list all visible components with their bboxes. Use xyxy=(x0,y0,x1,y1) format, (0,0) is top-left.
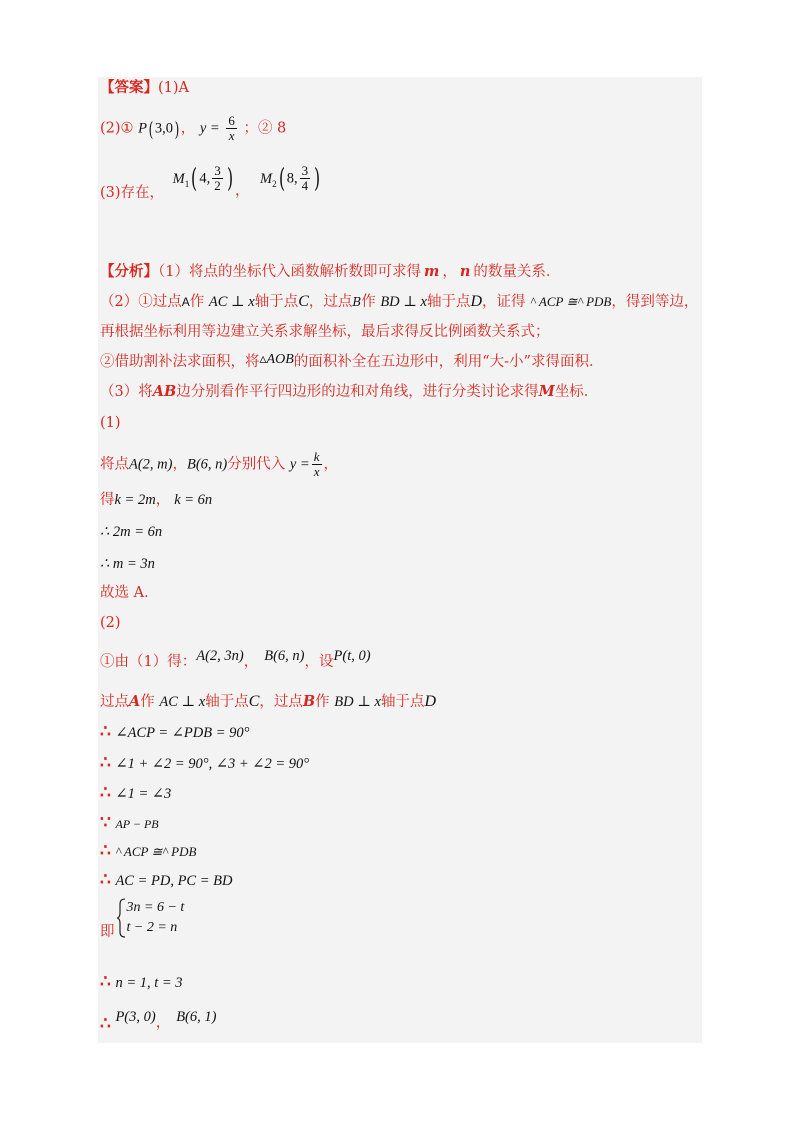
m2-label: $M_2$ xyxy=(260,170,277,189)
right-paren: ) xyxy=(226,163,233,194)
m1-den: 2 xyxy=(214,178,221,193)
solution-line-from-1 xyxy=(100,646,371,670)
solution-line-system xyxy=(100,898,184,938)
text: ，过点 xyxy=(308,294,353,310)
point-a: A xyxy=(129,693,141,710)
eq-m-3n: ∴ m = 3n xyxy=(100,556,155,572)
eq-angle-sums: ∠1 + ∠2 = 90°, ∠3 + ∠2 = 90° xyxy=(115,756,310,772)
text: 轴于点 xyxy=(254,294,299,310)
segment-ab: AB xyxy=(152,383,177,400)
var-m: m xyxy=(423,263,440,280)
answer-line-3 xyxy=(100,163,322,201)
document-page xyxy=(98,77,702,1043)
answer-func-num: 6 xyxy=(228,113,235,128)
solution-line-coords xyxy=(100,1006,217,1034)
point-a-2-3n: A(2, 3n) xyxy=(196,648,244,664)
text: 作 xyxy=(140,694,155,710)
analysis-text-1: （1）将点的坐标代入函数解析数即可求得 xyxy=(158,264,421,280)
text-ji: 即 xyxy=(100,924,115,940)
eq-2: t − 2 = n xyxy=(126,920,178,935)
solution-line-construct xyxy=(100,692,436,712)
solution-line-right-angles xyxy=(100,722,249,743)
text: 轴于点 xyxy=(380,694,425,710)
solution-part-1-label: (1) xyxy=(100,415,121,431)
analysis-line-4 xyxy=(100,352,603,373)
m-sep: ， xyxy=(234,182,250,199)
m1-x: 4, xyxy=(199,170,211,187)
text: ①由（1）得： xyxy=(100,654,197,670)
sep: ， xyxy=(155,492,171,508)
solution-line-corresponding xyxy=(100,870,232,891)
point-b: B xyxy=(302,693,316,710)
text: ②借助割补法求面积，将 xyxy=(100,354,260,370)
solution-line-k xyxy=(100,490,212,510)
m2-num: 3 xyxy=(301,163,309,178)
m2-x: 8, xyxy=(286,170,298,187)
solution-line-congruent xyxy=(100,841,196,862)
sep: ， xyxy=(172,456,187,473)
answer-part-2-tail: ；② 8 xyxy=(243,120,287,137)
point-d: D xyxy=(470,293,483,310)
ac-perp-x: AC ⊥ x xyxy=(208,294,255,310)
eq-corresponding-sides: AC = PD, PC = BD xyxy=(115,873,233,889)
eq-1: 3n = 6 − t xyxy=(126,900,185,915)
therefore-symbol: ∴ xyxy=(100,722,111,742)
analysis-line-1 xyxy=(100,262,560,282)
text: 边分别看作平行四边形的边和对角线，进行分类讨论求得 xyxy=(176,384,539,400)
text: 得 xyxy=(100,492,115,508)
text: ，证得 xyxy=(482,294,526,310)
analysis-tag: 【分析】 xyxy=(100,263,158,280)
point-b-6-n: B(6, n) xyxy=(264,648,305,664)
answer-point-p: P xyxy=(138,120,148,137)
point-d: D xyxy=(424,693,436,710)
analysis-line-5 xyxy=(100,382,598,402)
therefore-symbol: ∴ xyxy=(100,972,111,992)
point-m: M xyxy=(538,383,555,400)
answer-tag: 【答案】 xyxy=(100,79,158,96)
text: 将点 xyxy=(100,456,129,473)
text: （3）将 xyxy=(100,384,153,400)
text: 作 xyxy=(189,294,205,310)
therefore-symbol: ∴ xyxy=(100,783,111,803)
ap-pb: AP − PB xyxy=(115,817,159,831)
right-paren: ) xyxy=(174,116,180,141)
var-n: n xyxy=(459,263,471,280)
answer-func-fraction xyxy=(226,114,237,143)
solution-line-ap-pb xyxy=(100,813,159,834)
func-num: k xyxy=(313,449,320,464)
sep: ， xyxy=(323,456,339,473)
eq-n1-t3: n = 1, t = 3 xyxy=(115,975,183,991)
bd-perp-x: BD ⊥ x xyxy=(334,694,381,710)
text: ，得到等边， xyxy=(611,294,699,310)
sep: ， xyxy=(442,264,457,280)
solution-line-angle-sums xyxy=(100,753,309,774)
solution-part-2-label: (2) xyxy=(100,615,121,631)
answer-line-2 xyxy=(100,114,286,143)
m2-fraction xyxy=(300,164,311,193)
answer-part-1: (1)A xyxy=(158,80,190,96)
text: 过点 xyxy=(100,694,129,710)
left-paren: ( xyxy=(191,163,198,194)
point-b-coords: B(6, n) xyxy=(187,456,228,473)
analysis-line-2 xyxy=(100,292,698,312)
eq-angle1-angle3: ∠1 = ∠3 xyxy=(115,786,172,802)
text: ，过点 xyxy=(259,694,303,710)
triangle-aob: ▵AOB xyxy=(259,352,294,367)
solution-line-angle-eq xyxy=(100,783,171,804)
ac-perp-x: AC ⊥ x xyxy=(159,694,206,710)
m1-num: 3 xyxy=(214,163,221,178)
func-lhs: y = xyxy=(289,456,310,473)
point-b: B xyxy=(352,295,362,309)
answer-line-1 xyxy=(100,78,189,98)
text: 轴于点 xyxy=(426,294,471,310)
m1-label: $M_1$ xyxy=(172,170,190,189)
text: 作 xyxy=(361,294,376,310)
analysis-line-3: 再根据坐标利用等边建立关系求解坐标，最后求得反比例函数关系式； xyxy=(100,324,550,340)
solution-line-values xyxy=(100,972,183,993)
answer-point-p-args: 3,0 xyxy=(154,120,173,137)
text: ，设 xyxy=(304,654,334,670)
answer-func-lhs: y = xyxy=(199,120,220,137)
answer-func-den: x xyxy=(226,128,237,143)
k-equals-2m: k = 2m xyxy=(114,492,156,508)
text: （2）①过点 xyxy=(100,294,182,310)
eq-right-angles: ∠ACP = ∠PDB = 90° xyxy=(115,725,250,741)
point-b-6-1: B(6, 1) xyxy=(176,1009,217,1025)
text: 的面积补全在五边形中，利用“大-小”求得面积． xyxy=(293,354,604,370)
text: 坐标． xyxy=(554,384,599,400)
m1-fraction xyxy=(212,164,223,193)
point-a-coords: A(2, m) xyxy=(129,456,173,473)
answer-sep: ， xyxy=(180,120,196,137)
point-c: C xyxy=(248,693,260,710)
left-paren: ( xyxy=(278,163,285,194)
text: 分别代入 xyxy=(227,456,286,473)
brace-icon xyxy=(117,898,127,938)
left-paren: ( xyxy=(148,116,154,141)
therefore-symbol: ∴ xyxy=(100,870,111,890)
point-p-3-0: P(3, 0) xyxy=(115,1009,156,1025)
analysis-text-1-tail: 的数量关系． xyxy=(473,264,561,280)
therefore-symbol: ∴ xyxy=(100,841,111,861)
k-equals-6n: k = 6n xyxy=(174,492,213,508)
solution-line-substitute xyxy=(100,450,338,479)
answer-part-2-prefix: (2)① xyxy=(100,120,134,137)
congruence: ^ ACP ≅^ PDB xyxy=(115,844,197,859)
answer-part-3-prefix: (3)存在， xyxy=(100,184,165,201)
func-fraction xyxy=(312,450,322,479)
solution-choose-a: 故选 A． xyxy=(100,585,159,601)
equation-system xyxy=(127,898,185,938)
right-paren: ) xyxy=(314,163,321,194)
sep: ， xyxy=(155,1015,171,1031)
because-symbol: ∵ xyxy=(100,813,111,833)
bd-perp-x: BD ⊥ x xyxy=(380,294,427,310)
func-den: x xyxy=(313,464,320,479)
congruence: ^ ACP ≅^ PDB xyxy=(530,294,612,309)
m2-den: 4 xyxy=(301,178,309,193)
therefore-symbol: ∴ xyxy=(100,1014,111,1034)
solution-line-m3n xyxy=(100,554,155,574)
text: 作 xyxy=(315,694,330,710)
therefore-symbol: ∴ xyxy=(100,753,111,773)
eq-2m-6n: ∴ 2m = 6n xyxy=(100,524,163,540)
point-a: A xyxy=(181,295,190,309)
solution-line-2m6n xyxy=(100,522,162,542)
point-p-t-0: P(t, 0) xyxy=(333,648,371,664)
sep: ， xyxy=(243,654,259,670)
point-c: C xyxy=(298,293,309,310)
text: 轴于点 xyxy=(205,694,249,710)
